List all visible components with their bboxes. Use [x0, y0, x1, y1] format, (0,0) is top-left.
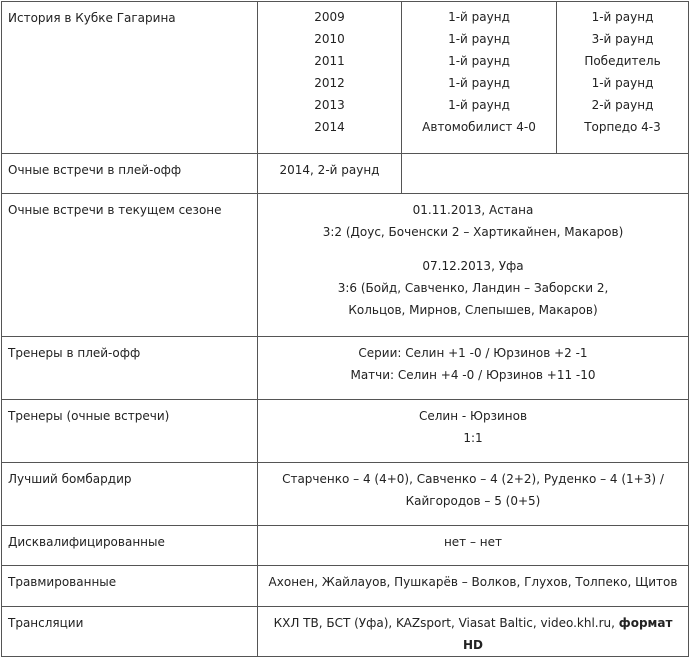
history-team2-round: Торпедо 4-3	[584, 120, 661, 134]
injured-label: Травмированные	[2, 566, 258, 607]
table-row-broadcasts	[2, 607, 689, 657]
history-team2-round: 1-й раунд	[591, 76, 654, 90]
history-year: 2012	[314, 76, 345, 90]
history-team1-round: 1-й раунд	[448, 32, 510, 46]
broadcasts-channels: КХЛ ТВ, БСТ (Уфа), KAZsport, Viasat Baltic, video.khl.ru,	[273, 616, 619, 630]
playoff-meetings-empty-cell	[402, 154, 689, 194]
game2-result: 3:6 (Бойд, Савченко, Ландин – Заборски 2, Кольцов, Мирнов, Слепышев, Макаров)	[337, 281, 609, 317]
coaches-playoff-value	[258, 337, 689, 400]
matchup-info-table	[1, 1, 689, 657]
broadcasts-hd-badge: формат HD	[462, 616, 673, 652]
top-scorer-label: Лучший бомбардир	[2, 463, 258, 526]
history-years-cell	[258, 2, 402, 154]
top-scorer-text: Старченко – 4 (4+0), Савченко – 4 (2+2), Руденко – 4 (1+3) / Кайгородов – 5 (0+5)	[282, 472, 664, 508]
history-years-list	[258, 2, 401, 138]
season-meetings-value	[258, 194, 689, 337]
playoff-meetings-value: 2014, 2-й раунд	[258, 154, 402, 194]
history-year: 2011	[314, 54, 345, 68]
history-team2-round: 1-й раунд	[591, 10, 654, 24]
table-row-top-scorer	[2, 463, 689, 526]
game2-date: 07.12.2013, Уфа	[422, 259, 524, 273]
playoff-meetings-label: Очные встречи в плей-офф	[2, 154, 258, 194]
history-team1-round: Автомобилист 4-0	[422, 120, 536, 134]
coaches-h2h-label: Тренеры (очные встречи)	[2, 400, 258, 463]
history-team2-list	[557, 2, 688, 138]
table-row-disqualified	[2, 526, 689, 566]
coaches-h2h-score: 1:1	[463, 431, 483, 445]
disqualified-label: Дисквалифицированные	[2, 526, 258, 566]
history-team2-cell	[557, 2, 689, 154]
game1-result: 3:2 (Доус, Боченски 2 – Хартикайнен, Макаров)	[322, 225, 624, 239]
history-team1-round: 1-й раунд	[448, 10, 510, 24]
table-row-coaches-playoff	[2, 337, 689, 400]
game2-block	[266, 255, 680, 321]
coaches-playoff-matches: Матчи: Селин +4 -0 / Юрзинов +11 -10	[350, 368, 596, 382]
season-meetings-label: Очные встречи в текущем сезоне	[2, 194, 258, 337]
broadcasts-label: Трансляции	[2, 607, 258, 657]
table-row-injured	[2, 566, 689, 607]
disqualified-value: нет – нет	[258, 526, 689, 566]
top-scorer-value	[258, 463, 689, 526]
table-row-history	[2, 2, 689, 154]
history-team1-cell	[402, 2, 557, 154]
history-team1-round: 1-й раунд	[448, 76, 510, 90]
injured-value: Ахонен, Жайлауов, Пушкарёв – Волков, Глухов, Толпеко, Щитов	[258, 566, 689, 607]
broadcasts-value	[258, 607, 689, 657]
coaches-h2h-value	[258, 400, 689, 463]
history-team1-round: 1-й раунд	[448, 98, 510, 112]
history-team1-round: 1-й раунд	[448, 54, 510, 68]
history-year: 2013	[314, 98, 345, 112]
coaches-playoff-label: Тренеры в плей-офф	[2, 337, 258, 400]
history-year: 2014	[314, 120, 345, 134]
history-team2-round: 3-й раунд	[591, 32, 654, 46]
history-label: История в Кубке Гагарина	[2, 2, 258, 154]
table-row-season-meetings	[2, 194, 689, 337]
coaches-h2h-names: Селин - Юрзинов	[418, 409, 528, 423]
history-year: 2009	[314, 10, 345, 24]
history-team1-list	[402, 2, 556, 138]
game1-date: 01.11.2013, Астана	[412, 203, 534, 217]
history-team2-round: 2-й раунд	[591, 98, 654, 112]
table-row-coaches-h2h	[2, 400, 689, 463]
history-year: 2010	[314, 32, 345, 46]
history-team2-round: Победитель	[584, 54, 661, 68]
coaches-playoff-series: Серии: Селин +1 -0 / Юрзинов +2 -1	[358, 346, 588, 360]
table-row-playoff-meetings	[2, 154, 689, 194]
